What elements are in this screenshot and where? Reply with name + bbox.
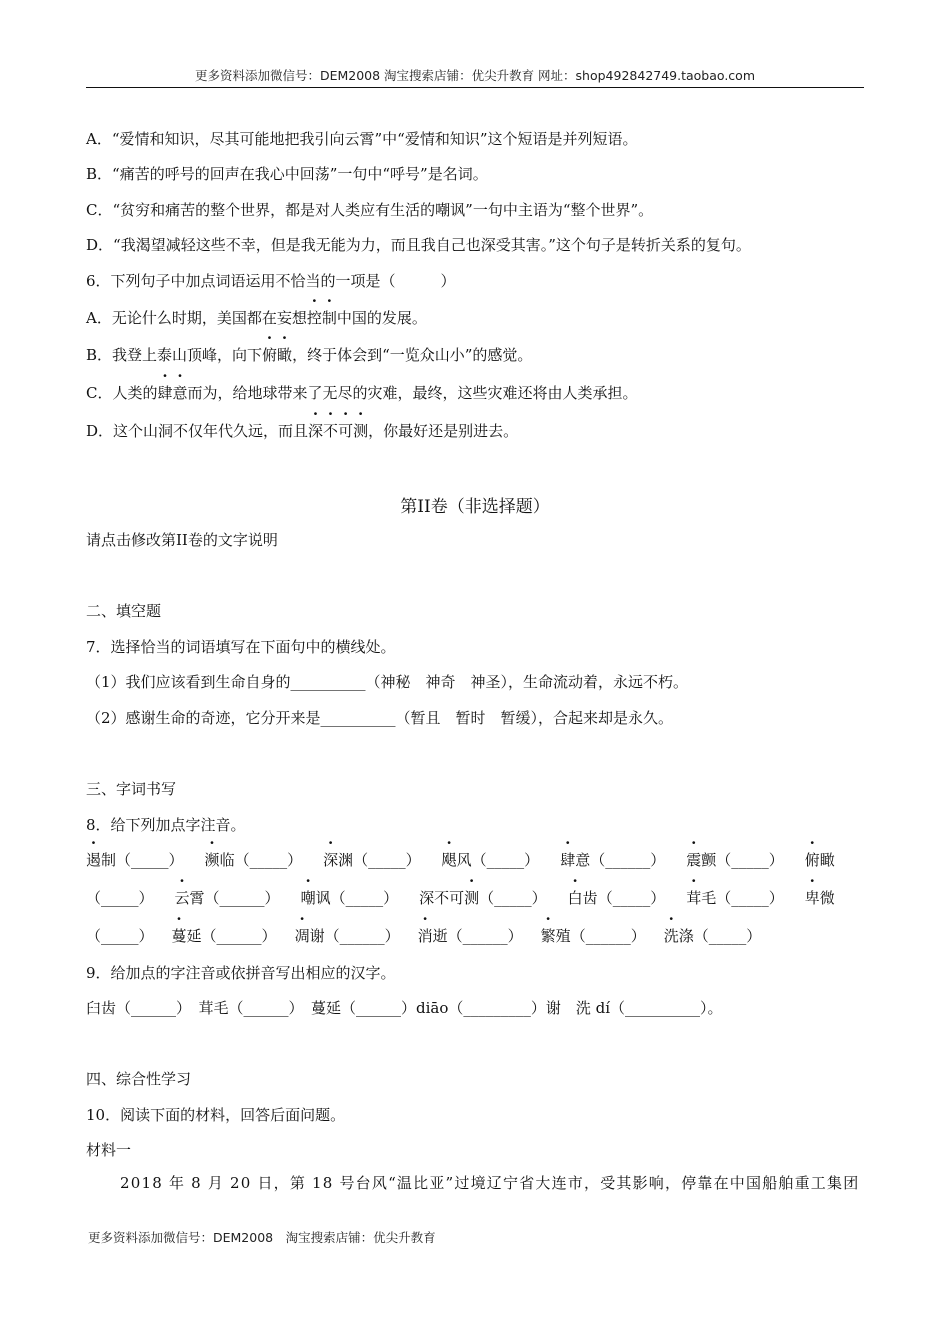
word-char: 深不可 (419, 889, 465, 907)
word-char: 测 (464, 889, 480, 907)
answer-blank[interactable]: （_____） (116, 851, 184, 869)
pinyin-item (419, 889, 547, 907)
pinyin-item (805, 889, 835, 907)
dotted-char: 肆 (157, 384, 173, 402)
word-char: 瞰 (819, 851, 835, 869)
dotted-char: 测 (353, 422, 369, 440)
dotted-char: 制 (321, 309, 337, 327)
answer-blank[interactable]: （_____） (353, 851, 421, 869)
word-char: 毛 (701, 889, 717, 907)
word-char: 卑 (804, 889, 820, 907)
q8-stem: 8．给下列加点字注音。 (86, 816, 246, 834)
answer-blank[interactable]: （_____） (86, 889, 154, 907)
pinyin-item (442, 851, 540, 869)
pinyin-item (418, 927, 523, 945)
q5-option-d: D．“我渴望减轻这些不幸，但是我无能为力，而且我自己也深受其害。”这个句子是转折关系的复句。 (86, 236, 751, 254)
text: A．无论什么时期，美国都在妄想 (86, 309, 307, 327)
word-char: 洗 (663, 927, 679, 945)
answer-blank[interactable]: （_____） (86, 927, 154, 945)
word-char: 遏 (86, 851, 102, 869)
word-char: 飓 (441, 851, 457, 869)
answer-blank[interactable]: （______） (204, 889, 280, 907)
word-char: 俯 (804, 851, 820, 869)
part2-heading: 二、填空题 (86, 602, 162, 620)
pinyin-item (172, 927, 277, 945)
dotted-char: 可 (338, 422, 354, 440)
word-char: 凋 (294, 927, 310, 945)
answer-blank[interactable]: （_____） (479, 889, 547, 907)
word-char: 临 (219, 851, 235, 869)
section2-title: 第II卷（非选择题） (400, 497, 550, 517)
dotted-char: 深 (308, 422, 324, 440)
q6-option-a (86, 307, 427, 329)
material-1-label: 材料一 (86, 1141, 132, 1159)
pinyin-item (568, 889, 666, 907)
q5-option-a: A．“爱情和知识，尽其可能地把我引向云霄”中“爱情和知识”这个短语是并列短语。 (86, 130, 638, 148)
dotted-char: 不 (323, 422, 339, 440)
q9-line: 臼齿（______） 茸毛（______） 蔓延（______）diāo（_________）谢 洗 dí（__________）。 (86, 999, 723, 1017)
pinyin-item (86, 889, 154, 907)
pinyin-item (323, 851, 421, 869)
q6-option-b (86, 344, 532, 366)
word-char: 微 (819, 889, 835, 907)
answer-blank[interactable]: （_____） (330, 889, 399, 907)
page-header: 更多资料添加微信号：DEM2008 淘宝搜索店铺：优尖升教育 网址：shop492842749.taobao.com (194, 68, 756, 83)
word-char: 讽 (315, 889, 331, 907)
word-char: 濒 (204, 851, 220, 869)
word-char: 肆 (560, 851, 576, 869)
text: B．我登上泰山顶峰，向下 (86, 346, 263, 364)
answer-blank[interactable]: （_____） (471, 851, 540, 869)
text: D．这个山洞不仅年代久远，而且 (86, 422, 309, 440)
pinyin-item (301, 889, 399, 907)
dotted-char: 瞰 (277, 346, 293, 364)
word-char: 意 (575, 851, 591, 869)
word-char: 蔓 (171, 927, 187, 945)
answer-blank[interactable]: （______） (324, 927, 400, 945)
text: 而为，给地球带来了无尽的灾难，最终，这些灾难还将由人类承担。 (187, 384, 638, 402)
part4-heading: 四、综合性学习 (86, 1070, 192, 1088)
page-footer: 更多资料添加微信号：DEM2008 淘宝搜索店铺：优尖升教育 (88, 1230, 436, 1245)
word-char: 繁 (540, 927, 556, 945)
pinyin-item (86, 927, 154, 945)
answer-blank[interactable]: （_____） (716, 889, 784, 907)
q6-option-c (86, 382, 638, 404)
dotted-char: 意 (172, 384, 188, 402)
word-char: 震 (686, 851, 702, 869)
word-char: 白 (567, 889, 583, 907)
word-char: 嘲 (300, 889, 316, 907)
word-char: 制 (101, 851, 117, 869)
answer-blank[interactable]: （_____） (234, 851, 303, 869)
q9-stem: 9．给加点的字注音或依拼音写出相应的汉字。 (86, 964, 396, 982)
q8-row-2 (86, 887, 856, 909)
word-char: 颤 (701, 851, 717, 869)
word-char: 云 (174, 889, 190, 907)
dotted-char: 控 (306, 309, 322, 327)
word-char: 齿 (582, 889, 598, 907)
pinyin-item (664, 927, 762, 945)
pinyin-item (805, 851, 835, 869)
text: 中国的发展。 (336, 309, 427, 327)
word-char: 消 (417, 927, 433, 945)
section2-note: 请点击修改第II卷的文字说明 (86, 531, 278, 549)
q6-stem: 6．下列句子中加点词语运用不恰当的一项是（ ） (86, 272, 456, 290)
word-char: 殖 (555, 927, 571, 945)
part3-heading: 三、字词书写 (86, 780, 177, 798)
answer-blank[interactable]: （_____） (597, 889, 666, 907)
text: C．人类的 (86, 384, 158, 402)
q5-option-c: C．“贫穷和痛苦的整个世界，都是对人类应有生活的嘲讽”一句中主语为“整个世界”。 (86, 201, 654, 219)
word-char: 霄 (189, 889, 205, 907)
pinyin-item (295, 927, 400, 945)
word-char: 深 (323, 851, 339, 869)
pinyin-item (560, 851, 665, 869)
material-1-text: 2018 年 8 月 20 日，第 18 号台风“温比亚”过境辽宁省大连市，受其影响，停靠在中国船舶重工集团 (120, 1174, 860, 1192)
answer-blank[interactable]: （______） (201, 927, 277, 945)
pinyin-item (175, 889, 280, 907)
answer-blank[interactable]: （______） (447, 927, 523, 945)
pinyin-item (686, 889, 784, 907)
q7-stem: 7．选择恰当的词语填写在下面句中的横线处。 (86, 638, 396, 656)
answer-blank[interactable]: （_____） (716, 851, 784, 869)
word-char: 渊 (338, 851, 354, 869)
pinyin-item (541, 927, 646, 945)
word-char: 谢 (309, 927, 325, 945)
q8-row-1 (86, 849, 856, 871)
q10-stem: 10．阅读下面的材料，回答后面问题。 (86, 1106, 346, 1124)
text: ，你最好还是别进去。 (368, 422, 519, 440)
text: ，终于体会到“一览众山小”的感觉。 (292, 346, 533, 364)
q7-sentence-1: （1）我们应该看到生命自身的__________（神秘 神奇 神圣），生命流动着，永远不朽。 (86, 673, 689, 691)
word-char: 茸 (686, 889, 702, 907)
q5-option-b: B．“痛苦的呼号的回声在我心中回荡”一句中“呼号”是名词。 (86, 165, 488, 183)
q8-row-3 (86, 925, 779, 947)
answer-blank[interactable]: （______） (590, 851, 666, 869)
answer-blank[interactable]: （_____） (693, 927, 762, 945)
word-char: 涤 (678, 927, 694, 945)
dotted-char: 俯 (262, 346, 278, 364)
word-char: 风 (456, 851, 472, 869)
word-char: 延 (186, 927, 202, 945)
header-divider (86, 87, 864, 88)
word-char: 逝 (432, 927, 448, 945)
pinyin-item (686, 851, 784, 869)
q6-option-d (86, 420, 518, 442)
answer-blank[interactable]: （______） (570, 927, 646, 945)
pinyin-item (86, 851, 184, 869)
pinyin-item (205, 851, 303, 869)
q7-sentence-2: （2）感谢生命的奇迹，它分开来是__________（暂且 暂时 暂缓），合起来却是永久。 (86, 709, 674, 727)
